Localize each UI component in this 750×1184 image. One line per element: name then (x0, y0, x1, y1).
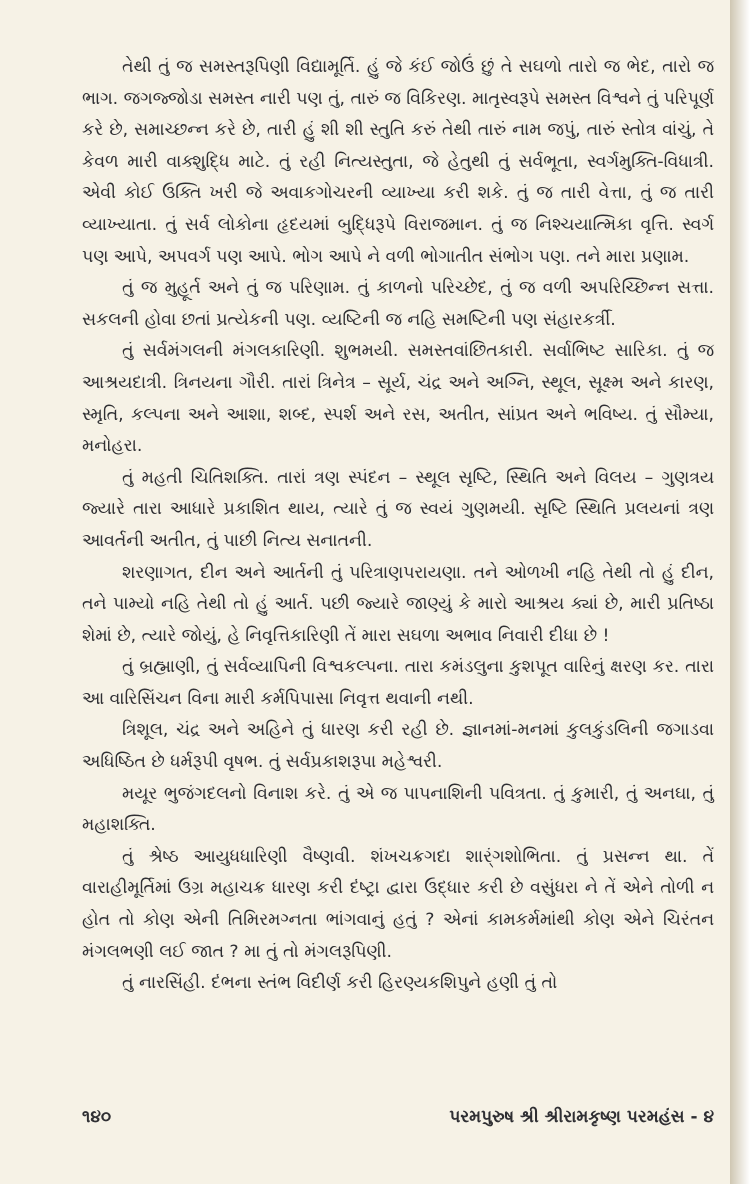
paragraph: તું શ્રેષ્ઠ આયુધધારિણી વૈષ્ણવી. શંખચક્રગદા શાર્ંગશોભિતા. તું પ્રસન્ન થા. તેં વારાહીમૂર્તિમાં ઉગ્ર મહાચક્ર ધારણ કરી દંષ્ટ્રા દ્વારા ઉદ્ધાર કરી છે વસુંધરા ને તેં એને તોળી ન હોત તો કોણ એની તિમિરમગ્નતા ભાંગવાનું હતું ? એનાં કામકર્મમાંથી કોણ એને ચિરંતન મંગલભણી લઈ જાત ? મા તું તો મંગલરૂપિણી. (82, 846, 714, 962)
paragraph: ત્રિશૂલ, ચંદ્ર અને અહિને તું ધારણ કરી રહી છે. જ્ઞાનમાં-મનમાં કુલકુંડલિની જગાડવા અધિષ્ઠિત છે ધર્મરૂપી વૃષભ. તું સર્વપ્રકાશરૂપા મહેશ્વરી. (82, 720, 714, 773)
page-spine-edge (730, 0, 750, 1184)
paragraph: તું બ્રહ્માણી, તું સર્વવ્યાપિની વિશ્વકલ્પના. તારા કમંડલુના કુશપૂત વારિનું ક્ષરણ કર. તારા આ વારિસિંચન વિના મારી કર્મપિપાસા નિવૃત્ત થવાની નથી. (82, 657, 714, 709)
paragraph: મયૂર ભુજંગદલનો વિનાશ કરે. તું એ જ પાપનાશિની પવિત્રતા. તું કુમારી, તું અનઘા, તું મહાશક્તિ. (82, 783, 714, 836)
paragraph: તું મહતી ચિતિશક્તિ. તારાં ત્રણ સ્પંદન – સ્થૂલ સૃષ્ટિ, સ્થિતિ અને વિલય – ગુણત્રય જ્યારે તારા આધારે પ્રકાશિત થાય, ત્યારે તું જ સ્વયં ગુણમયી. સૃષ્ટિ સ્થિતિ પ્રલયનાં ત્રણ આવર્તની અતીત, તું પાછી નિત્ય સનાતની. (82, 467, 714, 551)
page-footer (82, 1107, 714, 1127)
paragraph: તેથી તું જ સમસ્તરૂપિણી વિદ્યામૂર્તિ. હું જે કંઈ જોઉં છું તે સઘળો તારો જ ભેદ, તારો જ ભાગ. જગજ્જોડા સમસ્ત નારી પણ તું, તારું જ વિકિરણ. માતૃસ્વરૂપે સમસ્ત વિશ્વને તું પરિપૂર્ણ કરે છે, સમાચ્છન્ન કરે છે, તારી હું શી શી સ્તુતિ કરું તેથી તારું નામ જપું, તારું સ્તોત્ર વાંચું, તે કેવળ મારી વાક્શુદ્ધિ માટે. તું રહી નિત્યસ્તુતા, જે હેતુથી તું સર્વભૂતા, સ્વર્ગમુક્તિ-વિધાત્રી. એવી કોઈ ઉક્તિ ખરી જે અવાકગોચરની વ્યાખ્યા કરી શકે. તું જ તારી વેત્તા, તું જ તારી વ્યાખ્યાતા. તું સર્વ લોકોના હૃદયમાં બુદ્ધિરૂપે વિરાજમાન. તું જ નિશ્ચયાત્મિકા વૃત્તિ. સ્વર્ગ પણ આપે, અપવર્ગ પણ આપે. ભોગ આપે ને વળી ભોગાતીત સંભોગ પણ. તને મારા પ્રણામ. (82, 57, 714, 267)
paragraph: તું જ મુહૂર્ત અને તું જ પરિણામ. તું કાળનો પરિચ્છેદ, તું જ વળી અપરિચ્છિન્ન સત્તા. સકલની હોવા છતાં પ્રત્યેકની પણ. વ્યષ્ટિની જ નહિ સમષ્ટિની પણ સંહારકર્ત્રી. (82, 278, 714, 330)
paragraph: તું સર્વમંગલની મંગલકારિણી. શુભમયી. સમસ્તવાંછિતકારી. સર્વાભિષ્ટ સારિકા. તું જ આશ્રયદાત્રી. ત્રિનયના ગૌરી. તારાં ત્રિનેત્ર – સૂર્ય, ચંદ્ર અને અગ્નિ, સ્થૂલ, સૂક્ષ્મ અને કારણ, સ્મૃતિ, કલ્પના અને આશા, શબ્દ, સ્પર્શ અને રસ, અતીત, સાંપ્રત અને ભવિષ્ય. તું સૌમ્યા, મનોહરા. (82, 341, 714, 457)
running-title: પરમપુરુષ શ્રી શ્રીરામકૃષ્ણ પરમહંસ - ૪ (449, 1107, 714, 1127)
paragraph: શરણાગત, દીન અને આર્તની તું પરિત્રાણપરાયણા. તને ઓળખી નહિ તેથી તો હું દીન, તને પામ્યો નહિ તેથી તો હું આર્ત. પછી જ્યારે જાણ્યું કે મારો આશ્રય ક્યાં છે, મારી પ્રતિષ્ઠા શેમાં છે, ત્યારે જોયું, હે નિવૃત્તિકારિણી તેં મારા સઘળા અભાવ નિવારી દીધા છે ! (82, 562, 714, 646)
page-body-text (82, 52, 714, 1000)
page-number: ૧૪૦ (82, 1107, 112, 1127)
paragraph: તું નારસિંહી. દંભના સ્તંભ વિદીર્ણ કરી હિરણ્યકશિપુને હણી તું તો (122, 973, 558, 994)
